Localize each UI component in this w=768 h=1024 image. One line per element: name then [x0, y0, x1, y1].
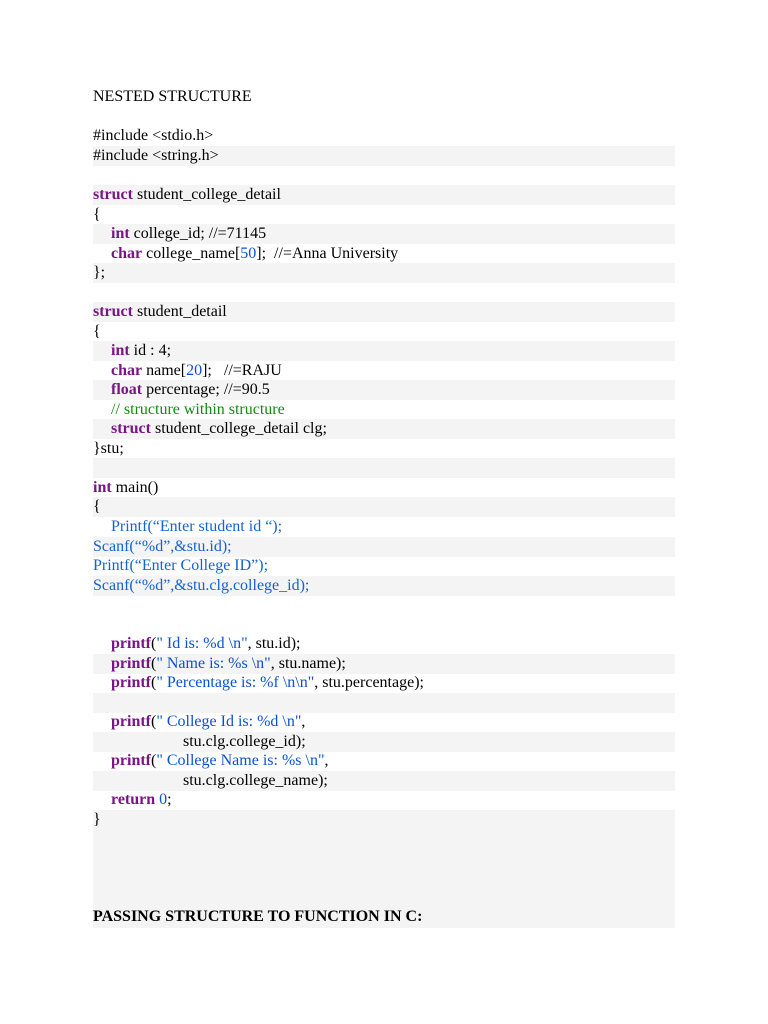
page-title: NESTED STRUCTURE	[93, 88, 252, 105]
field-text: ]; //=RAJU	[202, 362, 282, 379]
field-text: ]; //=Anna University	[256, 245, 399, 262]
paren: (	[151, 713, 157, 730]
function-keyword: printf	[111, 674, 151, 691]
close-brace: };	[93, 263, 675, 283]
include-line: #include <stdio.h>	[93, 127, 214, 144]
type-keyword: int	[93, 479, 112, 496]
args: , stu.percentage);	[314, 674, 424, 691]
io-statement: Scanf(“%d”,&stu.id);	[93, 537, 675, 557]
open-brace: {	[93, 497, 675, 517]
struct-field	[93, 361, 675, 381]
field-text: college_name[	[142, 245, 241, 262]
format-string: " Name is: %s \n"	[156, 655, 271, 672]
struct-field	[93, 419, 675, 439]
field-text: percentage; //=90.5	[142, 381, 270, 398]
function-keyword: printf	[111, 635, 151, 652]
section-heading: PASSING STRUCTURE TO FUNCTION IN C:	[93, 908, 423, 925]
struct-field	[93, 341, 675, 361]
format-string: " College Name is: %s \n"	[156, 752, 325, 769]
paren: (	[151, 674, 157, 691]
return-value: 0	[155, 791, 168, 808]
field-text: student_college_detail clg;	[150, 420, 327, 437]
paren: (	[151, 752, 157, 769]
type-keyword: int	[111, 225, 130, 242]
close-brace: }stu;	[93, 440, 124, 457]
field-text: name[	[142, 362, 187, 379]
io-statement: Printf(“Enter student id “);	[111, 518, 283, 535]
type-keyword: struct	[111, 420, 151, 437]
args: ,	[301, 713, 306, 730]
include-line: #include <string.h>	[93, 146, 675, 166]
io-statement: Scanf(“%d”,&stu.clg.college_id);	[93, 576, 675, 596]
args: , stu.id);	[247, 635, 301, 652]
function-name: main()	[111, 479, 159, 496]
open-brace: {	[93, 323, 101, 340]
blank-line	[93, 693, 675, 713]
return-statement	[93, 790, 675, 810]
struct-name: student_college_detail	[132, 186, 281, 203]
printf-statement	[93, 673, 675, 693]
paren: (	[151, 655, 157, 672]
array-size: 50	[240, 245, 257, 262]
printf-statement	[93, 654, 675, 674]
format-string: " Percentage is: %f \n\n"	[156, 674, 315, 691]
struct-declaration	[93, 185, 675, 205]
field-text: college_id; //=71145	[129, 225, 267, 242]
main-signature	[93, 478, 675, 498]
array-size: 20	[186, 362, 203, 379]
printf-statement	[93, 712, 675, 732]
type-keyword: int	[111, 342, 130, 359]
return-keyword: return	[111, 791, 156, 808]
printf-statement	[93, 634, 675, 654]
struct-declaration	[93, 302, 675, 322]
keyword: struct	[93, 186, 133, 203]
blank-line	[93, 458, 675, 478]
args: ,	[324, 752, 329, 769]
struct-field	[93, 224, 675, 244]
function-keyword: printf	[111, 752, 151, 769]
struct-name: student_detail	[132, 303, 227, 320]
struct-field	[93, 244, 675, 264]
format-string: " College Id is: %d \n"	[156, 713, 302, 730]
semicolon: ;	[167, 791, 172, 808]
function-keyword: printf	[111, 655, 151, 672]
format-string: " Id is: %d \n"	[156, 635, 248, 652]
type-keyword: char	[111, 245, 143, 262]
field-text: id : 4;	[129, 342, 172, 359]
printf-continuation: stu.clg.college_id);	[93, 732, 675, 752]
paren: (	[151, 635, 157, 652]
type-keyword: float	[111, 381, 143, 398]
struct-field	[93, 380, 675, 400]
type-keyword: char	[111, 362, 143, 379]
function-keyword: printf	[111, 713, 151, 730]
printf-continuation: stu.clg.college_name);	[93, 771, 675, 791]
open-brace: {	[93, 206, 101, 223]
close-brace: }	[93, 810, 675, 830]
printf-statement	[93, 751, 675, 771]
args: , stu.name);	[270, 655, 346, 672]
keyword: struct	[93, 303, 133, 320]
code-comment: // structure within structure	[111, 401, 285, 418]
io-statement: Printf(“Enter College ID”);	[93, 557, 269, 574]
